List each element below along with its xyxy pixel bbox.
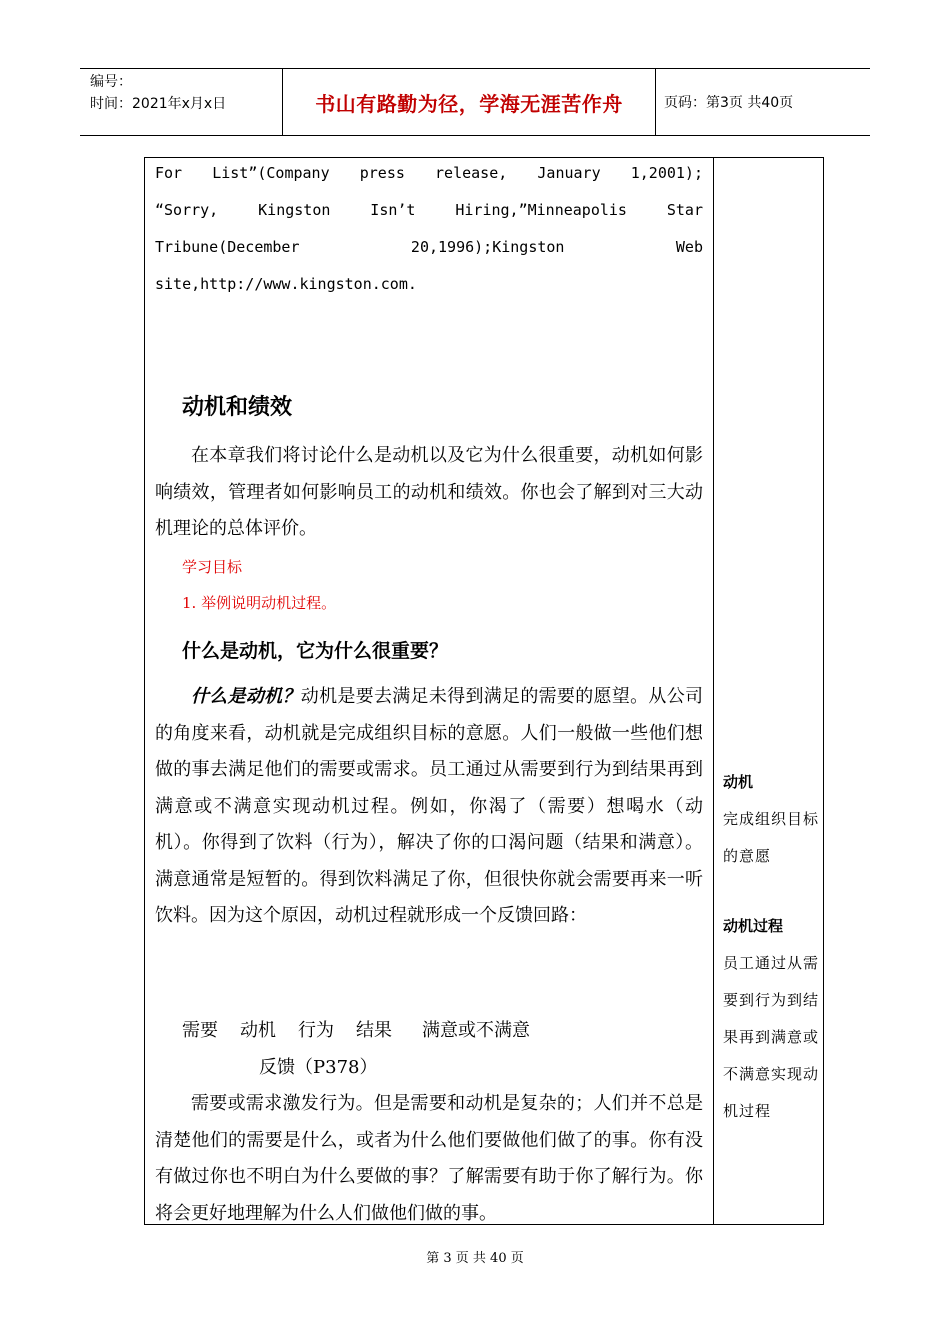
feedback-diagram [182,1013,702,1086]
paragraph-lead: 什么是动机？ [191,686,301,707]
column-divider [713,158,714,1224]
main-column [155,158,704,1224]
sidebar-definition: 员工通过从需要到行为到结果再到满意或不满意实现动机过程 [723,954,820,1120]
reference-line: Tribune(December 20,1996);Kingston Web [155,238,703,256]
paragraph-body: 动机是要去满足未得到满足的需要的愿望。从公司的角度来看，动机就是完成组织目标的意愿。人们一般做一些他们想做的事去满足他们的需要或需求。员工通过从需要到行为到结果再到满意或不满意实现动机过程。例如，你渴了（需要）想喝水（动机）。你得到了饮料（行为），解决了你的口渴问题（结果和满意）。满意通常是短暂的。得到饮料满足了你，但很快你就会需要再来一听饮料。因为这个原因，动机过程就形成一个反馈回路： [155,686,704,926]
needs-paragraph: 需要或需求激发行为。但是需要和动机是复杂的；人们并不总是清楚他们的需要是什么，或者为什么他们要做他们做了的事。你有没有做过你也不明白为什么要做的事？了解需要有助于你了解行为。你将会更好地理解为什么人们做他们做的事。 [155,1093,703,1224]
header-motto: 书山有路勤为径，学海无涯苦作舟 [315,91,623,116]
chapter-title: 动机和绩效 [182,395,293,420]
reference-line: “Sorry, Kingston Isn’t Hiring,”Minneapolis Star [155,201,703,219]
motivation-paragraph [155,679,703,935]
header-page-info: 页码：第3页 共40页 [664,95,794,111]
diagram-result: 结果 [356,1020,392,1041]
page-footer: 第 3 页 共 40 页 [426,1251,524,1266]
content-table [144,157,824,1225]
sidebar-term: 动机 [723,773,754,791]
diagram-motive: 动机 [240,1020,276,1041]
reference-line: For List”(Company press release, January 1,2001); [155,164,703,182]
header-divider-right [655,69,656,135]
header-info [90,71,226,115]
diagram-need: 需要 [182,1020,218,1041]
sidebar-term: 动机过程 [723,917,784,935]
reference-block [155,155,703,303]
diagram-behavior: 行为 [298,1020,334,1041]
objective-item: 1. 举例说明动机过程。 [182,594,337,612]
section-title: 什么是动机，它为什么很重要？ [182,640,449,662]
reference-line: site,http://www.kingston.com. [155,275,417,293]
diagram-satisfaction: 满意或不满意 [422,1020,530,1041]
chapter-intro: 在本章我们将讨论什么是动机以及它为什么很重要，动机如何影响绩效，管理者如何影响员工的动机和绩效。你也会了解到对三大动机理论的总体评价。 [155,445,703,539]
sidebar-definition: 完成组织目标的意愿 [723,810,820,865]
diagram-feedback: 反馈（P378） [259,1056,378,1078]
header-bottom-rule [80,135,870,136]
code-label: 编号： [90,74,132,90]
sidebar-notes [723,764,819,1130]
time-label: 时间：2021年x月x日 [90,96,227,112]
objectives-label: 学习目标 [182,558,243,576]
